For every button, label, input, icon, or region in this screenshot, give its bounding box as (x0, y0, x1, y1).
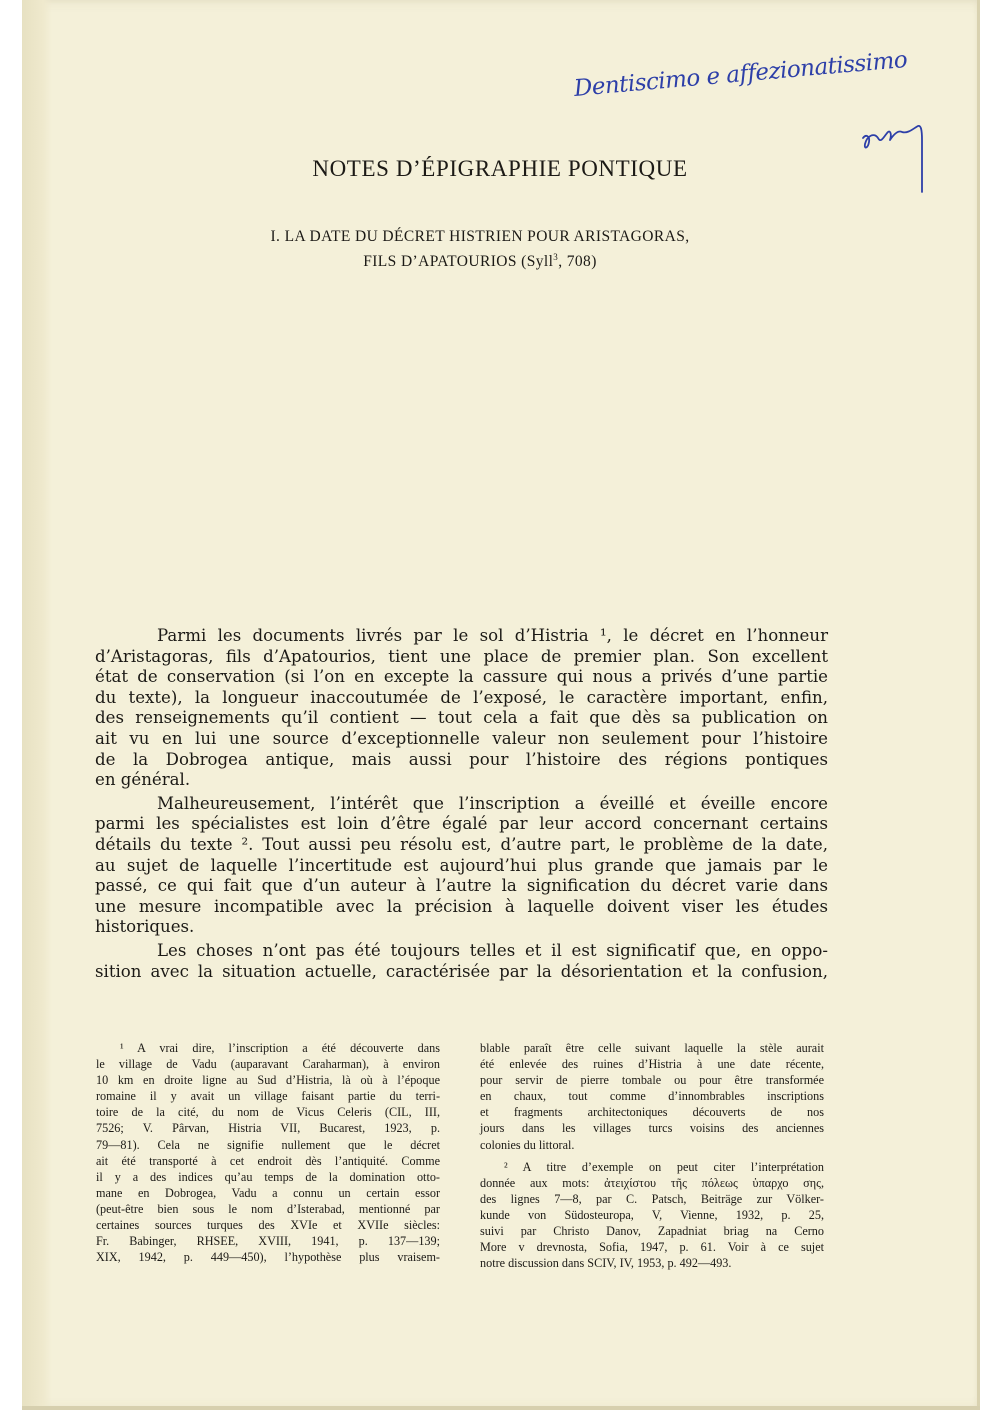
body-line: en général. (95, 770, 191, 790)
subtitle-line-2-suffix: , 708) (558, 253, 597, 271)
footnote-column-right (480, 1040, 824, 1271)
body-line: Parmi les documents livrés par le sol d’Histria ¹, le décret en l’honneur (157, 626, 828, 645)
footnote-line: ait été transporté à cet endroit dès l’antiquité. Comme (96, 1153, 440, 1168)
body-line: Malheureusement, l’intérêt que l’inscription a éveillé et éveille encore (157, 793, 828, 813)
body-line: d’Aristagoras, fils d’Apatourios, tient une place de premier plan. Son excellent (95, 646, 828, 666)
body-line: passé, ce qui fait que d’un auteur à l’autre la signification du décret varie dans (95, 876, 828, 896)
footnote-line: jours dans les villages turcs voisins des anciennes (480, 1121, 824, 1136)
footnote-line: 79—81). Cela ne signifie nullement que le décret (96, 1137, 440, 1152)
body-line: du texte), la longueur inaccoutumée de l’exposé, le caractère important, enfin, (95, 687, 828, 707)
body-line: état de conservation (si l’on en excepte la cassure qui nous a privés d’une partie (95, 667, 828, 687)
footnote-line: blable paraît être celle suivant laquelle la stèle aurait (480, 1041, 824, 1055)
handwritten-dedication: Dentiscimo e affezionatissimo (572, 46, 909, 102)
footnote-line: en chaux, tout comme d’innombrables inscriptions (480, 1089, 824, 1104)
body-line: des renseignements qu’il contient — tout cela a fait que dès sa publication on (95, 708, 828, 728)
body-line: de la Dobrogea antique, mais aussi pour l’histoire des régions pontiques (95, 749, 828, 769)
footnote-line: ² A titre d’exemple on peut citer l’interprétation (504, 1159, 824, 1174)
footnote-line: kunde von Südosteuropa, V, Vienne, 1932, p. 25, (480, 1207, 824, 1222)
footnote-line: des lignes 7—8, par C. Patsch, Beiträge zur Völker- (480, 1191, 824, 1206)
footnote-line: Fr. Babinger, RHSEE, XVIII, 1941, p. 137—139; (96, 1234, 440, 1249)
footnote-line: donnée aux mots: ἀτειχίστου τῆς πόλεως ὑπαρχο σης, (480, 1175, 824, 1190)
footnote-line: suivi par Christo Danov, Zapadniat briag na Cerno (480, 1224, 824, 1239)
body-line: ait vu en lui une source d’exceptionnelle valeur non seulement pour l’histoire (95, 728, 828, 748)
footnote-line: ¹ A vrai dire, l’inscription a été découverte dans (120, 1041, 440, 1055)
subtitle-line-2 (0, 247, 960, 272)
footnote-line: notre discussion dans SCIV, IV, 1953, p. 492—493. (480, 1256, 732, 1271)
body-line: Les choses n’ont pas été toujours telles et il est significatif que, en oppo- (157, 940, 828, 960)
footnote-line: et fragments architectoniques découverts de nos (480, 1105, 824, 1120)
binding-edge (22, 0, 52, 1410)
footnote-line: colonies du littoral. (480, 1137, 575, 1152)
footnote-line: été enlevée des ruines d’Histria à une date récente, (480, 1057, 824, 1072)
body-line: au sujet de laquelle l’incertitude est aujourd’hui plus grande que jamais par le (95, 855, 828, 875)
footnote-line: 10 km en droite ligne au Sud d’Histria, là où à l’époque (96, 1073, 440, 1088)
footnote-line: certaines sources turques des XVIe et XVIIe siècles: (96, 1218, 440, 1233)
body-text (95, 626, 828, 982)
body-line: parmi les spécialistes est loin d’être égalé par leur accord concernant certains (95, 814, 828, 834)
subtitle-superscript: 3 (553, 252, 559, 262)
footnote-line: le village de Vadu (auparavant Caraharman), à environ (96, 1057, 440, 1072)
body-line: sition avec la situation actuelle, caractérisée par la désorientation et la confusion, (95, 961, 828, 981)
article-subtitle (0, 226, 960, 272)
footnote-line: mane en Dobrogea, Vadu a connu un certain essor (96, 1185, 440, 1200)
footnote-line: (peut-être bien sous le nom d’Isterabad, mentionné par (96, 1201, 440, 1216)
footnote-line: pour servir de pierre tombale ou pour être transformée (480, 1073, 824, 1088)
footnote-line: 7526; V. Pârvan, Histria VII, Bucarest, 1923, p. (96, 1121, 440, 1136)
footnote-line: toire de la cité, du nom de Vicus Celeris (CIL, III, (96, 1105, 440, 1120)
subtitle-line-2-prefix: FILS D’APATOURIOS (Syll (363, 253, 554, 271)
page-edge (977, 0, 980, 1410)
footnote-line: romaine il y avait un village faisant partie du terri- (96, 1089, 440, 1104)
body-line: historiques. (95, 917, 195, 937)
subtitle-line-1: I. LA DATE DU DÉCRET HISTRIEN POUR ARISTAGORAS, (270, 228, 690, 245)
footnote-column-left (96, 1040, 440, 1265)
footnote-line: XIX, 1942, p. 449—450), l’hypothèse plus vraisem- (96, 1250, 440, 1265)
body-line: une mesure incompatible avec la précision à laquelle doivent viser les études (95, 896, 828, 916)
body-line: détails du texte ². Tout aussi peu résolu est, d’autre part, le problème de la date, (95, 834, 828, 854)
page-bottom-edge (22, 1406, 980, 1410)
footnote-line: il y a des indices qu’au temps de la domination otto- (96, 1169, 440, 1184)
footnote-line: More v drevnosta, Sofia, 1947, p. 61. Voir à ce sujet (480, 1240, 824, 1255)
article-title: NOTES D’ÉPIGRAPHIE PONTIQUE (312, 156, 688, 181)
